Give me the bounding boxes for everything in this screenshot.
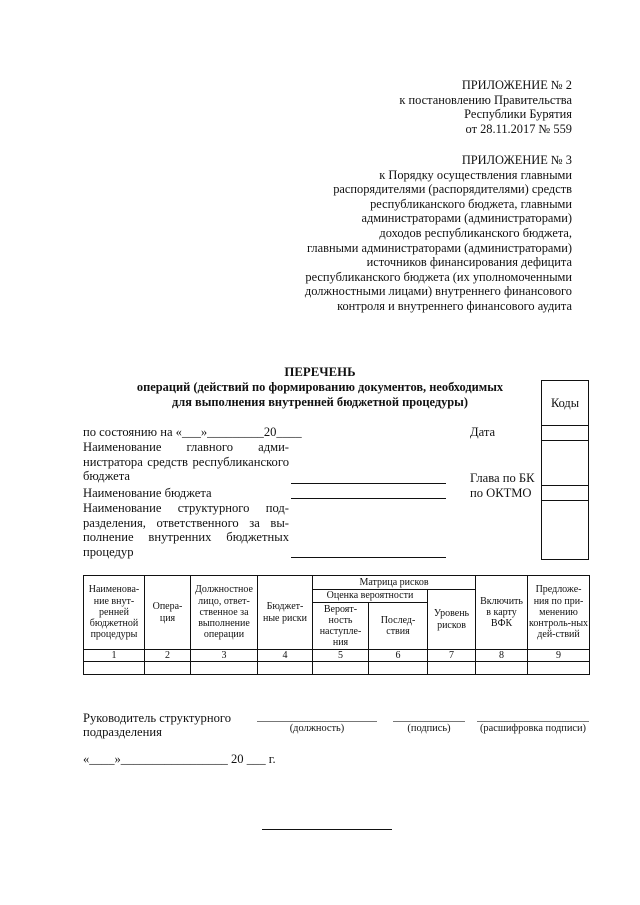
appendix-3-line: распорядителями (распорядителями) средств <box>333 182 572 197</box>
codes-column <box>541 380 589 560</box>
col-number: 9 <box>528 650 590 662</box>
decode-input-line[interactable] <box>477 721 589 722</box>
unit-name-input-line[interactable] <box>291 557 446 558</box>
decode-caption: (расшифровка подписи) <box>479 723 587 734</box>
unit-name-line: полнение внутренних бюджетных <box>83 530 289 545</box>
col-number: 7 <box>428 650 476 662</box>
appendix-3-line: к Порядку осуществления главными <box>379 167 572 182</box>
appendix-3-line: республиканского бюджета (их уполномоченными <box>305 269 572 284</box>
unit-name-line: Наименование структурного под- <box>83 501 289 515</box>
admin-name-label <box>83 440 289 484</box>
unit-name-line: процедур <box>83 544 134 559</box>
signature-date-line: «____»_________________ 20 ___ г. <box>83 752 276 766</box>
budget-name-label: Наименование бюджета <box>83 486 212 500</box>
appendix-2-line: от 28.11.2017 № 559 <box>465 121 572 136</box>
document-subtitle-line-2: для выполнения внутренней бюджетной процедуры) <box>172 395 468 409</box>
closing-divider <box>262 829 392 830</box>
codes-header: Коды <box>542 381 588 426</box>
signature-caption: (подпись) <box>407 723 451 734</box>
signature-input-line[interactable] <box>393 721 465 722</box>
col-number: 1 <box>84 650 145 662</box>
appendix-3-line: ПРИЛОЖЕНИЕ № 3 <box>461 153 572 167</box>
appendix-2-line: к постановлению Правительства <box>399 92 572 107</box>
col-header-include-map: Включить в карту ВФК <box>476 576 528 650</box>
appendix-3-line: администраторами (администраторами) <box>361 211 572 226</box>
table-cell[interactable] <box>428 662 476 675</box>
table-cell[interactable] <box>369 662 428 675</box>
col-number: 2 <box>145 650 191 662</box>
document-subtitle-line-1: операций (действий по формированию документов, необходимых <box>136 380 504 394</box>
col-number: 4 <box>258 650 313 662</box>
appendix-3-line: должностными лицами) внутреннего финансового <box>304 284 572 299</box>
table-cell[interactable] <box>145 662 191 675</box>
col-header-consequences: Послед-ствия <box>369 603 428 650</box>
table-cell[interactable] <box>476 662 528 675</box>
table-cell[interactable] <box>258 662 313 675</box>
budget-name-input-line[interactable] <box>291 498 446 499</box>
bk-label: Глава по БК <box>470 471 535 485</box>
col-number: 5 <box>313 650 369 662</box>
admin-name-line: нистратора средств республиканского <box>83 454 289 469</box>
code-cell-bk[interactable] <box>542 441 588 486</box>
admin-name-input-line[interactable] <box>291 483 446 484</box>
appendix-2-block <box>399 78 572 136</box>
col-number: 6 <box>369 650 428 662</box>
unit-name-label <box>83 501 289 559</box>
table-cell[interactable] <box>528 662 590 675</box>
admin-name-line: бюджета <box>83 469 130 484</box>
code-cell-oktmo[interactable] <box>542 486 588 501</box>
col-header-probability: Вероят-ность наступле-ния <box>313 603 369 650</box>
col-header-proposals: Предложе-ния по при-менению контроль-ных дей-ствий <box>528 576 590 650</box>
operations-table <box>83 575 590 675</box>
appendix-3-line: главными администраторами (администраторами) <box>306 240 572 255</box>
col-header-risk-matrix: Матрица рисков <box>313 576 476 590</box>
col-header-probability-assessment: Оценка вероятности <box>313 590 428 603</box>
appendix-3-line: доходов республиканского бюджета, <box>379 225 572 240</box>
document-title: ПЕРЕЧЕНЬ <box>284 365 356 379</box>
col-header-risk-level: Уровень рисков <box>428 590 476 650</box>
appendix-3-block <box>305 153 572 314</box>
appendix-3-line: контроля и внутреннего финансового аудита <box>337 298 572 313</box>
col-header-responsible: Должностное лицо, ответ-ственное за выполнение операции <box>191 576 258 650</box>
unit-name-line: разделения, ответственного за вы- <box>83 515 289 530</box>
col-header-operation: Опера-ция <box>145 576 191 650</box>
head-label-line-1: Руководитель структурного <box>83 711 232 725</box>
table-cell[interactable] <box>313 662 369 675</box>
position-input-line[interactable] <box>257 721 377 722</box>
code-cell-date[interactable] <box>542 426 588 441</box>
admin-name-line: Наименование главного адми- <box>83 440 289 454</box>
col-number: 3 <box>191 650 258 662</box>
appendix-2-line: Республики Бурятия <box>464 107 572 122</box>
oktmo-label: по ОКТМО <box>470 486 532 500</box>
date-label: Дата <box>470 425 496 439</box>
col-header-budget-risks: Бюджет-ные риски <box>258 576 313 650</box>
appendix-3-line: республиканского бюджета, главными <box>370 196 572 211</box>
appendix-2-line: ПРИЛОЖЕНИЕ № 2 <box>461 78 572 92</box>
head-label-line-2: подразделения <box>83 725 162 739</box>
col-header-procedure: Наименова-ние внут-ренней бюджетной процедуры <box>84 576 145 650</box>
as-of-date-field: по состоянию на «___»_________20____ <box>83 425 302 439</box>
code-cell-extra[interactable] <box>542 501 588 559</box>
table-cell[interactable] <box>191 662 258 675</box>
position-caption: (должность) <box>289 723 345 734</box>
appendix-3-line: источников финансирования дефицита <box>366 255 572 270</box>
col-number: 8 <box>476 650 528 662</box>
table-cell[interactable] <box>84 662 145 675</box>
